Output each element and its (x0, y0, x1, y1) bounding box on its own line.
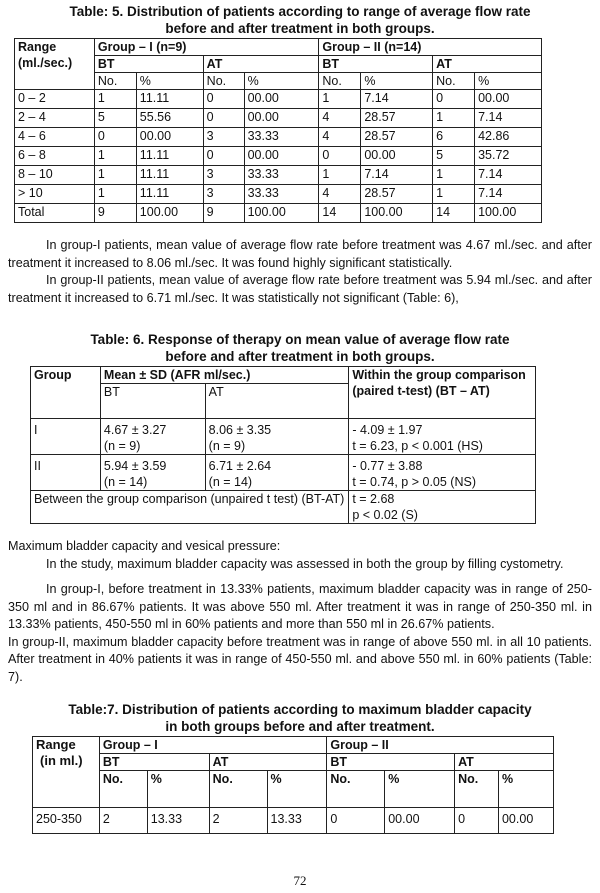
table6-group-header: Group (31, 367, 101, 419)
table5-cell: 9 (203, 204, 244, 223)
table5-cell: 42.86 (475, 128, 542, 147)
table6-row-group: I (31, 419, 101, 455)
table5-cell: 00.00 (136, 128, 203, 147)
table5-cell: 3 (203, 185, 244, 204)
table5-cell: 11.11 (136, 147, 203, 166)
table5-cell: 00.00 (475, 90, 542, 109)
table-row (15, 147, 542, 166)
table5-pct-header: % (361, 73, 433, 90)
table5-cell: 0 (203, 109, 244, 128)
table5-cell: 1 (94, 166, 136, 185)
table6-caption-line2: before and after treatment in both groups. (165, 349, 435, 364)
table6-cell: 6.71 ± 2.64 (n = 14) (205, 455, 349, 491)
table5-pct-header: % (136, 73, 203, 90)
table5-cell: 33.33 (244, 166, 319, 185)
table7-group2-header: Group – II (327, 737, 554, 754)
table6-between-values: t = 2.68 p < 0.02 (S) (349, 491, 536, 524)
table6 (30, 366, 536, 524)
table-row (15, 128, 542, 147)
table5-cell: 1 (433, 185, 475, 204)
table5-no-header: No. (319, 73, 361, 90)
table5-cell: 1 (94, 185, 136, 204)
table5-g2-at: AT (433, 56, 542, 73)
paragraph: In group-I patients, mean value of average flow rate before treatment was 4.67 ml./sec. and after treatment it increased to 8.06 ml./sec. It was found highly significant statistically. (8, 238, 592, 270)
table7-caption-line1: Table:7. Distribution of patients according to maximum bladder capacity (68, 702, 532, 717)
table5-cell: 7.14 (475, 166, 542, 185)
table5-cell: 0 (203, 147, 244, 166)
table5-cell: 5 (94, 109, 136, 128)
table7-cell: 2 (209, 808, 267, 834)
table5-cell: 1 (319, 166, 361, 185)
table5-caption-line1: Table: 5. Distribution of patients according to range of average flow rate (69, 4, 531, 19)
table5-cell: 11.11 (136, 90, 203, 109)
table7-cell: 2 (99, 808, 147, 834)
table5-cell: 0 (203, 90, 244, 109)
table5-cell: 1 (433, 109, 475, 128)
table6-within-header: Within the group comparison (paired t-test) (BT – AT) (349, 367, 536, 419)
table5-cell: 7.14 (475, 109, 542, 128)
table5-cell: 3 (203, 166, 244, 185)
table5-pct-header: % (244, 73, 319, 90)
table7-no-header: No. (455, 771, 499, 808)
table5-range-cell: 8 – 10 (15, 166, 95, 185)
table5-g2-bt: BT (319, 56, 433, 73)
table5-range-cell: 2 – 4 (15, 109, 95, 128)
table5-cell: 00.00 (244, 90, 319, 109)
table7-range-cell: 250-350 (33, 808, 100, 834)
table-row (15, 185, 542, 204)
table6-at-header: AT (205, 384, 349, 419)
table5-cell: 4 (319, 128, 361, 147)
table6-row-group: II (31, 455, 101, 491)
table5-cell: 1 (433, 166, 475, 185)
table6-caption-line1: Table: 6. Response of therapy on mean value of average flow rate (90, 332, 510, 347)
table5-cell: 9 (94, 204, 136, 223)
table6-cell: - 0.77 ± 3.88 t = 0.74, p > 0.05 (NS) (349, 455, 536, 491)
table5-cell: 7.14 (475, 185, 542, 204)
table5-pct-header: % (475, 73, 542, 90)
paragraph: In the study, maximum bladder capacity was assessed in both the group by filling cystometry. (46, 556, 564, 571)
table6-between-label: Between the group comparison (unpaired t test) (BT-AT) (31, 491, 349, 524)
table5-cell: 33.33 (244, 128, 319, 147)
table7-range-header: Range (in ml.) (33, 737, 100, 808)
paragraph: In group-II, maximum bladder capacity before treatment was in range of above 550 ml. in all 10 patients. After treatment in 40% patients it was in range of 450-550 ml. and above 550 ml. in 60% patients (Table: 7). (8, 634, 592, 684)
table5-g1-bt: BT (94, 56, 203, 73)
table7-cell: 0 (327, 808, 385, 834)
table5-cell: 0 (319, 147, 361, 166)
table5-cell: 7.14 (361, 90, 433, 109)
paragraph: In group-II patients, mean value of average flow rate before treatment was 5.94 ml./sec. and after treatment it increased to 6.71 ml./sec. It was statistically not significant (Table: 6), (8, 273, 592, 305)
table5-cell: 14 (319, 204, 361, 223)
table-row (15, 109, 542, 128)
table5-group1-header: Group – I (n=9) (94, 39, 319, 56)
table5-range-cell: 0 – 2 (15, 90, 95, 109)
table5-cell: 33.33 (244, 185, 319, 204)
table5-cell: 1 (94, 90, 136, 109)
table5-cell: 0 (433, 90, 475, 109)
table5 (14, 38, 542, 223)
table5-cell: 55.56 (136, 109, 203, 128)
table6-mean-header: Mean ± SD (AFR ml/sec.) (100, 367, 348, 384)
table5-cell: 7.14 (361, 166, 433, 185)
table5-cell: 28.57 (361, 185, 433, 204)
table5-cell: 28.57 (361, 109, 433, 128)
table7-g1-bt: BT (99, 754, 209, 771)
table7-cell: 00.00 (385, 808, 455, 834)
table7-g2-at: AT (455, 754, 554, 771)
table7-pct-header: % (385, 771, 455, 808)
table5-no-header: No. (433, 73, 475, 90)
table7-cell: 13.33 (147, 808, 209, 834)
table5-no-header: No. (203, 73, 244, 90)
section-heading: Maximum bladder capacity and vesical pressure: (8, 539, 281, 553)
table7-g1-at: AT (209, 754, 327, 771)
table6-cell: 5.94 ± 3.59 (n = 14) (100, 455, 205, 491)
table5-range-cell: 4 – 6 (15, 128, 95, 147)
table5-cell: 11.11 (136, 166, 203, 185)
table7-pct-header: % (147, 771, 209, 808)
table5-cell: 3 (203, 128, 244, 147)
table5-cell: 100.00 (136, 204, 203, 223)
table7-cell: 00.00 (498, 808, 553, 834)
table5-cell: 100.00 (475, 204, 542, 223)
table-row (15, 90, 542, 109)
table5-range-cell: Total (15, 204, 95, 223)
paragraph: In group-I, before treatment in 13.33% patients, maximum bladder capacity was in range of 250-350 ml and in 86.67% patients. It was above 550 ml. After treatment it was in range of 250-350 ml. in 13.33% patients, 450-550 ml in 60% patients and more than 550 ml in 26.67% patients. (8, 582, 592, 631)
table5-range-cell: 6 – 8 (15, 147, 95, 166)
table5-body (15, 90, 542, 223)
table5-cell: 11.11 (136, 185, 203, 204)
table6-bt-header: BT (100, 384, 205, 419)
table7-no-header: No. (209, 771, 267, 808)
table7-no-header: No. (327, 771, 385, 808)
table5-cell: 00.00 (361, 147, 433, 166)
table7-caption-line2: in both groups before and after treatment. (165, 719, 435, 734)
table-row (15, 204, 542, 223)
table5-cell: 6 (433, 128, 475, 147)
table5-cell: 0 (94, 128, 136, 147)
table5-range-cell: > 10 (15, 185, 95, 204)
table5-group2-header: Group – II (n=14) (319, 39, 542, 56)
table5-no-header: No. (94, 73, 136, 90)
table5-cell: 5 (433, 147, 475, 166)
table6-cell: 4.67 ± 3.27 (n = 9) (100, 419, 205, 455)
table7-cell: 0 (455, 808, 499, 834)
table5-cell: 14 (433, 204, 475, 223)
table6-cell: 8.06 ± 3.35 (n = 9) (205, 419, 349, 455)
table5-cell: 1 (94, 147, 136, 166)
table7-no-header: No. (99, 771, 147, 808)
table5-g1-at: AT (203, 56, 319, 73)
table-row (15, 166, 542, 185)
table5-cell: 4 (319, 185, 361, 204)
table5-caption-line2: before and after treatment in both groups. (165, 21, 435, 36)
bladder-capacity-text (8, 538, 592, 686)
table5-cell: 35.72 (475, 147, 542, 166)
table6-cell: - 4.09 ± 1.97 t = 6.23, p < 0.001 (HS) (349, 419, 536, 455)
table5-range-header: Range (ml./sec.) (15, 39, 95, 90)
page-number: 72 (293, 873, 307, 888)
table7-g2-bt: BT (327, 754, 455, 771)
flow-rate-text (8, 237, 592, 307)
table7 (32, 736, 554, 834)
table5-cell: 1 (319, 90, 361, 109)
table5-cell: 4 (319, 109, 361, 128)
table5-cell: 00.00 (244, 109, 319, 128)
table5-cell: 100.00 (361, 204, 433, 223)
table7-group1-header: Group – I (99, 737, 327, 754)
table5-cell: 28.57 (361, 128, 433, 147)
table5-cell: 100.00 (244, 204, 319, 223)
table7-cell: 13.33 (267, 808, 327, 834)
table7-pct-header: % (267, 771, 327, 808)
table5-cell: 00.00 (244, 147, 319, 166)
table7-pct-header: % (498, 771, 553, 808)
